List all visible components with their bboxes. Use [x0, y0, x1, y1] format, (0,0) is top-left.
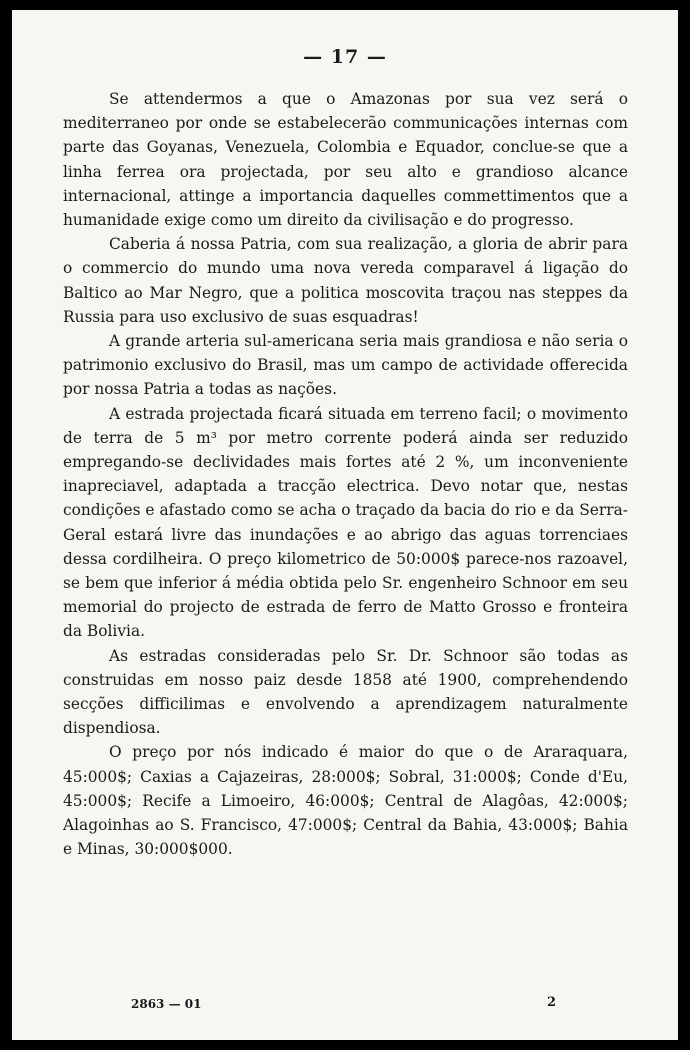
sheet-mark: 2	[547, 995, 557, 1010]
paragraph-1: Se attendermos a que o Amazonas por sua vez será o mediterraneo por onde se estabelecerão communicações internas com parte das Goyanas, Venezuela, Colombia e Equador, conclue-se que a linha ferrea ora projectada, por seu alto e grandioso alcance internacional, attinge a importancia daquelles commettimentos que a humanidade exige como um direito da civilisação e do progresso.	[63, 90, 628, 230]
paragraph-2: Caberia á nossa Patria, com sua realização, a gloria de abrir para o commercio do mundo uma nova vereda comparavel á ligação do Baltico ao Mar Negro, que a politica moscovita traçou nas steppes da Russia para uso exclusivo de suas esquadras!	[63, 235, 628, 326]
body-text	[63, 87, 628, 862]
printer-signature: 2863 — 01	[131, 997, 202, 1011]
paragraph-5: As estradas consideradas pelo Sr. Dr. Schnoor são todas as construidas em nosso paiz desde 1858 até 1900, comprehendendo secções difficilimas e envolvendo a aprendizagem naturalmente dispendiosa.	[63, 646, 628, 738]
paragraph-3: A grande arteria sul-americana seria mais grandiosa e não seria o patrimonio exclusivo do Brasil, mas um campo de actividade offerecida por nossa Patria a todas as nações.	[63, 332, 628, 399]
document-page	[12, 10, 678, 1040]
page-number: — 17 —	[303, 46, 387, 68]
paragraph-4: A estrada projectada ficará situada em terreno facil; o movimento de terra de 5 m³ por metro corrente poderá ainda ser reduzido empregando-se declividades mais fortes até 2 %, um inconveniente inapreciavel, adaptada a tracção electrica. Devo notar que, nestas condições e afastado como se acha o traçado da bacia do rio e da Serra-Geral estará livre das inundações e ao abrigo das aguas torrenciaes dessa cordilheira. O preço kilometrico de 50:000$ parece-nos razoavel, se bem que inferior á média obtida pelo Sr. engenheiro Schnoor em seu memorial do projecto de estrada de ferro de Matto Grosso e fronteira da Bolivia.	[63, 404, 628, 641]
paragraph-6: O preço por nós indicado é maior do que o de Araraquara, 45:000$; Caxias a Cajazeiras, 28:000$; Sobral, 31:000$; Conde d'Eu, 45:000$; Recife a Limoeiro, 46:000$; Central de Alagôas, 42:000$; Alagoinhas ao S. Francisco, 47:000$; Central da Bahia, 43:000$; Bahia e Minas, 30:000$000.	[63, 743, 628, 859]
